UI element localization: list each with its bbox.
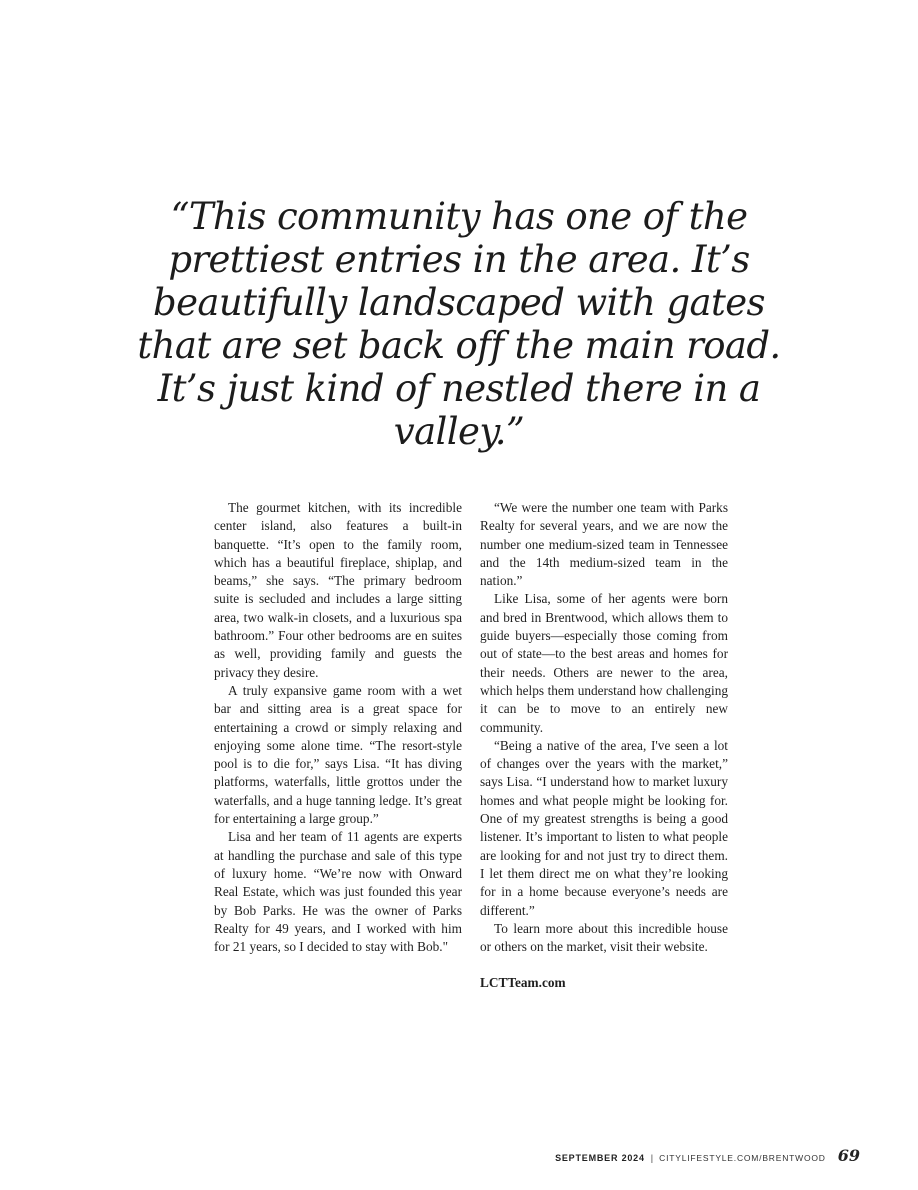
pull-quote: “This community has one of the prettiest entries in the area. It’s beautifully landscaped with gates that are set back off the main road. It’s just kind of nestled there in a valley.” [137,195,781,453]
issue-date: SEPTEMBER 2024 [555,1153,645,1163]
article-column-left [214,499,462,993]
page-footer [555,1146,860,1165]
paragraph: “We were the number one team with Parks Realty for several years, and we are now the number one medium-sized team in Tennessee and the 14th medium-sized team in the nation.” [480,500,728,589]
article-column-right [480,499,728,993]
paragraph: Like Lisa, some of her agents were born and bred in Brentwood, which allows them to guide buyers—especially those coming from out of state—to the best areas and homes for their needs. Others are newer to the area, which helps them understand how challenging it can be to move to an entirely new community. [480,591,728,735]
footer-separator: | [650,1153,654,1163]
footer-site-url: CITYLIFESTYLE.COM/BRENTWOOD [659,1153,826,1163]
article-body [214,499,728,993]
paragraph: “Being a native of the area, I've seen a lot of changes over the years with the market,” says Lisa. “I understand how to market luxury homes and what people might be looking for. One of my greatest strengths is being a good listener. It’s important to listen to what people are looking for and not just try to direct them. I let them direct me on what they’re looking for in a home because everyone’s needs are different.” [480,737,728,918]
paragraph: The gourmet kitchen, with its incredible center island, also features a built-in banquette. “It’s open to the family room, which has a beautiful fireplace, shiplap, and beams,” she says. “The primary bedroom suite is secluded and includes a large sitting area, two walk-in closets, and a luxurious spa bathroom.” Four other bedrooms are en suites as well, providing family and guests the privacy they desire. [214,500,462,680]
website-link[interactable]: LCTTeam.com [480,975,566,991]
paragraph: To learn more about this incredible house or others on the market, visit their website. [480,920,728,955]
page-number: 69 [837,1146,860,1165]
paragraph: A truly expansive game room with a wet bar and sitting area is a great space for entertaining a crowd or simply relaxing and enjoying some alone time. “The resort-style pool is to die for,” says Lisa. “It has diving platforms, waterfalls, little grottos under the waterfalls, and a huge tanning ledge. It’s great for entertaining a large group.” [214,682,462,827]
paragraph: Lisa and her team of 11 agents are experts at handling the purchase and sale of this type of luxury home. “We’re now with Onward Real Estate, which was just founded this year by Bob Parks. He was the owner of Parks Realty for 49 years, and I worked with him for 21 years, so I decided to stay with Bob." [214,829,462,955]
